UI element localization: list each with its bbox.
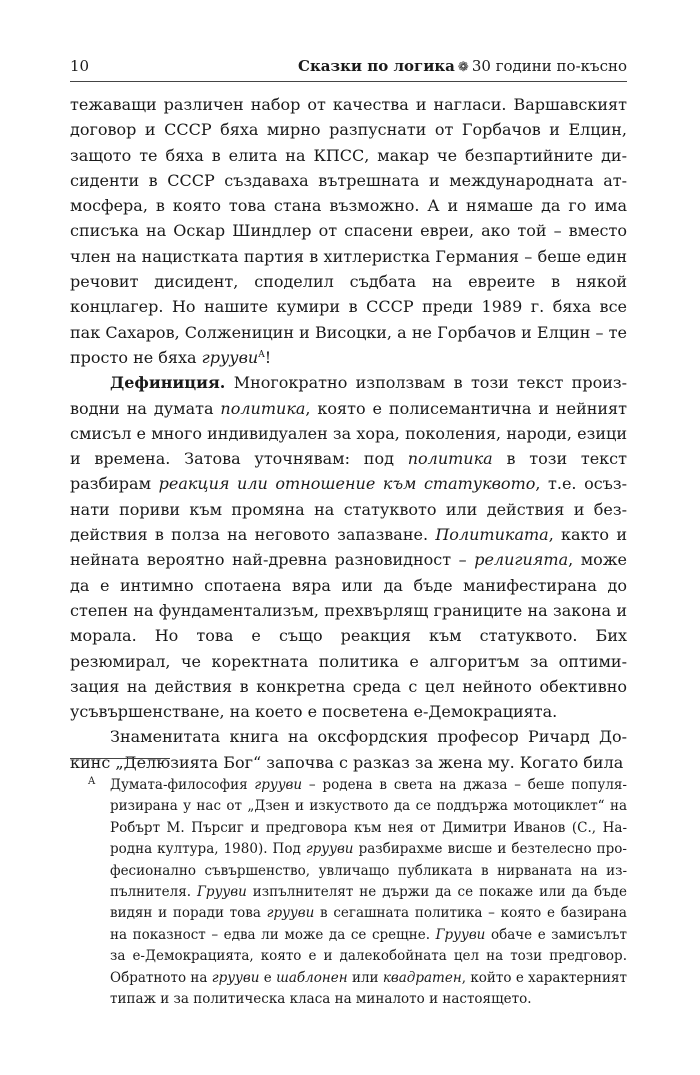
fn-italic-4: грууви (266, 905, 315, 922)
flower-ornament-icon: ❁ (457, 60, 469, 75)
p2-italic-4: Политиката (435, 525, 549, 545)
fn-italic-8: квадратен (382, 969, 462, 986)
fn-text-9: , който е характерният типаж и за политическа класа на миналото и настоящето. (110, 969, 627, 1008)
fn-text-2: – родена в света на джаза – беше популяризирана у нас от „Дзен и изкуството да се поддържа мотоциклет“ на Робърт М. Пърсиг и предговора към нея от Димитри Иванов (С., Народна култура, 1980). Под (110, 777, 627, 858)
p2-italic-5: религията (474, 550, 569, 570)
fn-italic-7: шаблонен (276, 969, 348, 986)
definition-lead: Дефиниция. (110, 373, 226, 393)
footnote-marker: A (88, 776, 96, 787)
fn-text-6: обаче е замисълът за е-Демокрацията, която е и далекобойната цел на този предговор. Обратното на (110, 926, 627, 986)
p2-text-e: , както и нейната вероятно най-древна разновидност – (70, 525, 627, 570)
book-title: Сказки по логика (298, 57, 455, 75)
fn-text-7: е (259, 969, 277, 986)
running-title (298, 57, 627, 77)
paragraph-1 (70, 92, 627, 370)
p2-text-c: в този текст разбирам (70, 449, 627, 494)
p2-italic-1: политика (220, 398, 306, 418)
fn-text-5: в сегашната политика – която е базирана на показност – едва ли може да се срещне. (110, 905, 627, 943)
footnote-divider (70, 758, 170, 759)
p2-text-b: , която е полисемантична и нейният смисъл е много индивидуален за хора, поколения, народи, езици и времена. Затова уточнявам: под (70, 398, 628, 469)
p2-text-a: Многократно използвам в този текст производни на думата (70, 373, 627, 418)
paragraph-1-end: ! (264, 347, 272, 367)
paragraph-1-text: тежаващи различен набор от качества и нагласи. Варшавският договор и СССР бяха мирно разпуснати от Горбачов и Елцин, защото те бяха в елита на КПСС, макар че безпартийните дисиденти в СССР създаваха вътрешната и международната атмосфера, в която това стана възможно. А и нямаше да го има списъка на Оскар Шиндлер от спасени евреи, ако той – вместо член на нацистката партия в хитлеристка Германия – беше един речовит дисидент, споделил съдбата на евреите в някой концлагер. Но нашите кумири в СССР преди 1989 г. бяха все пак Сахаров, Солженицин и Висоцки, а не Горбачов и Елцин – те просто не бяха (70, 95, 627, 367)
paragraph-1-italic: грууви (201, 347, 259, 367)
p2-text-d: , т.е. осъзнати пориви към промяна на статуквото или действия и бездействия в полза на неговото запазване. (70, 474, 627, 545)
fn-text-8: или (347, 969, 383, 986)
footnote-reference[interactable]: A (258, 349, 265, 360)
book-subtitle: 30 години по-късно (471, 57, 627, 75)
fn-text-4: изпълнителят не държи да се покаже или да бъде видян и поради това (110, 884, 627, 922)
main-text (70, 92, 627, 775)
p2-text-f: , може да е интимно спотаена вяра или да бъде манифестирана до степен на фундаментализъм, прехвърлящ границите на закона и морала. Но това е също реакция към статуквото. Бих резюмирал, че коректната политика е алгоритъм за оптимизация на действия в конкретна среда с цел нейното обективно усъвършенстване, на което е посветена е-Демокрацията. (70, 550, 628, 722)
p2-italic-2: политика (407, 449, 493, 469)
footnote (110, 775, 627, 1010)
fn-text-1: Думата-философия (110, 777, 255, 793)
running-header (70, 55, 627, 82)
fn-italic-3: Грууви (196, 884, 247, 901)
fn-italic-6: грууви (211, 969, 260, 986)
fn-italic-5: Грууви (435, 926, 486, 943)
fn-text-3: разбирахме висше и безтелесно професионално съвършенство, увличащо публиката в нирваната на изпълнителя. (110, 841, 627, 901)
fn-italic-2: грууви (305, 841, 354, 858)
paragraph-2 (70, 370, 627, 724)
page-number: 10 (70, 57, 90, 75)
fn-italic-1: грууви (254, 777, 303, 793)
p2-italic-3: реакция или отношение към статуквото (158, 474, 536, 494)
paragraph-3: Знаменитата книга на оксфордския професор Ричард Докинс „Делюзията Бог“ започва с разказ за жена му. Когато била (70, 727, 627, 772)
